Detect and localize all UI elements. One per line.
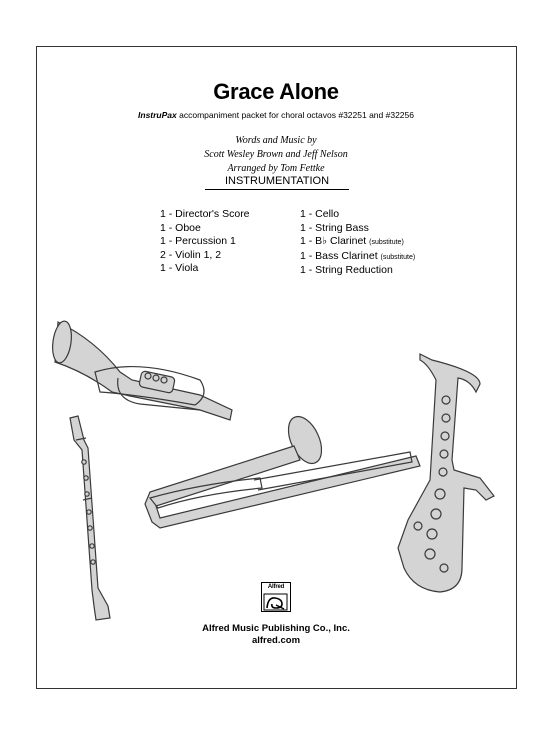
publisher-website: alfred.com bbox=[251, 635, 301, 646]
subtitle-brand: InstruPax bbox=[138, 110, 177, 120]
instrument-name: 1 - String Reduction bbox=[300, 264, 393, 276]
instrument-item: 2 - Violin 1, 2 bbox=[160, 248, 222, 261]
alfred-logo bbox=[261, 582, 291, 612]
instrument-name: 1 - String Bass bbox=[300, 221, 369, 234]
instrument-name: 1 - Cello bbox=[300, 208, 340, 220]
instrument-item: 1 - Director's Score bbox=[160, 208, 250, 220]
instrument-name: 1 - B♭ Clarinet bbox=[300, 235, 367, 247]
instrumentation-heading: INSTRUMENTATION bbox=[205, 175, 349, 190]
alfred-logo-mark bbox=[262, 592, 289, 612]
page-title: Grace Alone bbox=[213, 79, 339, 104]
publisher-name: Alfred Music Publishing Co., Inc. bbox=[202, 623, 350, 634]
credits-composers: Scott Wesley Brown and Jeff Nelson bbox=[204, 149, 348, 160]
credits-arranger: Arranged by Tom Fettke bbox=[227, 163, 325, 174]
alfred-logo-text: Alfred bbox=[267, 584, 285, 590]
clarinet-icon bbox=[70, 416, 110, 620]
instrument-item: 1 - Viola bbox=[160, 262, 199, 274]
subtitle-text: accompaniment packet for choral octavos #32251 and #32256 bbox=[176, 110, 414, 120]
instrument-note: (substitute) bbox=[369, 239, 404, 246]
instrument-item: 1 - Oboe bbox=[160, 221, 201, 234]
instrument-item: 1 - Percussion 1 bbox=[160, 235, 236, 247]
publisher-block bbox=[0, 623, 552, 647]
instrument-note: (substitute) bbox=[380, 253, 416, 261]
saxophone-icon bbox=[398, 354, 494, 592]
trombone-icon bbox=[145, 411, 420, 528]
credits-words-music: Words and Music by bbox=[235, 135, 317, 146]
instrument-name: 1 - Bass Clarinet bbox=[300, 249, 378, 262]
trumpet-icon bbox=[50, 320, 232, 420]
